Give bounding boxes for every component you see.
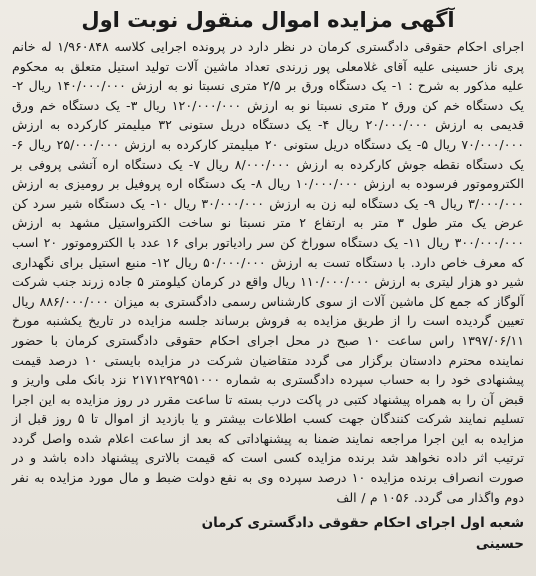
notice-title: آگهی مزایده اموال منقول نوبت اول bbox=[81, 8, 455, 32]
notice-body: اجرای احکام حقوقی دادگستری کرمان در نظر دارد در پرونده اجرایی کلاسه ۱/۹۶۰۸۴۸ له خانم پری ناز حسینی علیه آقای غلامعلی پور زرندی تعداد ماشین آلات تولید استیل متعلق به محکوم علیه مذکور به شرح : ۱- یک دستگاه ورق بر ۲/۵ متری نسبتا نو به ارزش ۱۴۰/۰۰۰/۰۰۰ ریال ۲- یک دستگاه خم کن ورق ۲ متری نسبتا نو به ارزش ۱۲۰/۰۰۰/۰۰۰ ریال ۳- یک دستگاه خم ورق قدیمی به ارزش ۲۰/۰۰۰/۰۰۰ ریال ۴- یک دستگاه دریل ستونی ۳۲ میلیمتر کارکرده به ارزش ۷۰/۰۰۰/۰۰۰ ریال ۵- یک دستگاه دریل ستونی ۲۰ میلیمتر کارکرده به ارزش ۲۵/۰۰۰/۰۰۰ ریال ۶- یک دستگاه نقطه جوش کارکرده به ارزش ۸/۰۰۰/۰۰۰ ریال ۷- یک دستگاه اره آتشی پروفی بر الکتروموتور فرسوده به ارزش ۱۰/۰۰۰/۰۰۰ ریال ۸- یک دستگاه اره پروفیل بر رومیزی به ارزش ۳/۰۰۰/۰۰۰ ریال ۹- یک دستگاه لبه زن به ارزش ۳۰/۰۰۰/۰۰۰ ریال ۱۰- یک دستگاه شیر سرد کن عرض یک متر طول ۳ متر به ارتفاع ۲ متر نسبتا نو ساخت الکترواستیل مشهد به ارزش ۳۰۰/۰۰۰/۰۰۰ ریال ۱۱- یک دستگاه سوراخ کن سر رادیاتور برای ۱۶ عدد با الکتروموتور ۲۰ اسب که معرف خاص دارد. با دستگاه تست به ارزش ۵۰/۰۰۰/۰۰۰ ریال ۱۲- منبع استیل برای نگهداری شیر دو هزار لیتری به ارزش ۱۱۰/۰۰۰/۰۰۰ ریال واقع در کرمان کیلومتر ۵ جاده زرند جنب شرکت آلوگاز که جمع کل ماشین آلات از سوی کارشناس رسمی دادگستری به میزان ۸۸۶/۰۰۰/۰۰۰ ریال تعیین گردیده است را از طریق مزایده به فروش برساند جلسه مزایده در تاریخ یکشنبه مورخ ۱۳۹۷/۰۶/۱۱ راس ساعت ۱۰ صبح در محل اجرای احکام حقوقی دادگستری کرمان با حضور نماینده محترم دادستان برگزار می گردد متقاضیان شرکت در مزایده بایستی ۱۰ درصد قیمت پیشنهادی خود را به حساب سپرده دادگستری به شماره ۲۱۷۱۲۹۲۹۵۱۰۰۰ نزد بانک ملی واریز و قبض آن را به همراه پیشنهاد کتبی در پاکت درب بسته تا ساعت مقرر در روز مزایده به این اجرا تسلیم نمایند شرکت کنندگان جهت کسب اطلاعات بیشتر و یا بازدید از اموال تا ۵ روز قبل از مزایده به این اجرا مراجعه نمایند ضمنا به پیشنهاداتی که بعد از ساعت اعلام شده واصل گردد ترتیب اثر داده نخواهد شد برنده مزایده کسی است که قیمت بالاتری پیشنهاد داده باشد و در صورت انصراف برنده مزایده ۱۰ درصد سپرده وی به نفع دولت ضبط و مال مورد مزایده به نفر دوم واگذار می گردد. ۱۰۵۶ م / الف bbox=[12, 39, 525, 505]
signature-office: شعبه اول اجرای احکام حقوقی دادگستری کرمان bbox=[201, 515, 524, 532]
notice-signature bbox=[12, 513, 524, 555]
signature-name: حسینی bbox=[475, 536, 524, 553]
